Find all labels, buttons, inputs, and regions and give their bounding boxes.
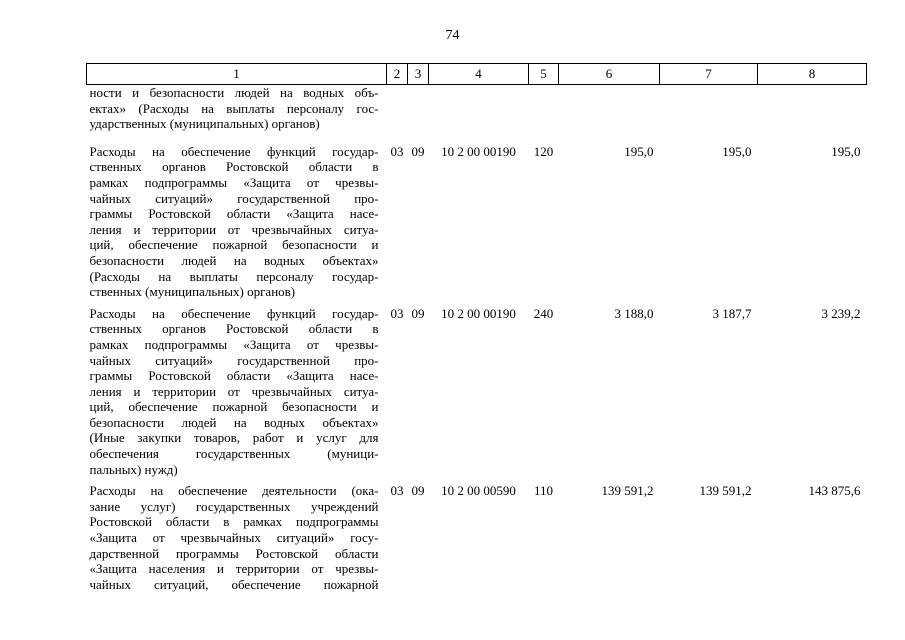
header-col-3: 3	[408, 64, 429, 85]
description-line: безопасности людей на водных объектах»	[89, 252, 379, 268]
header-col-8: 8	[758, 64, 867, 85]
cell-amount-7: 195,0	[722, 143, 752, 159]
table-row	[87, 483, 867, 598]
description-line: (Расходы на выплаты персоналу государ-	[89, 268, 379, 284]
header-col-7: 7	[660, 64, 758, 85]
description-line: рамках подпрограммы «Защита от чрезвы-	[89, 174, 379, 190]
cell-expense-type	[529, 85, 559, 144]
description-line: Расходы на обеспечение функций государ-	[89, 305, 379, 321]
description-line: Расходы на обеспечение деятельности (ока-	[89, 483, 379, 499]
cell-amount-6: 195,0	[624, 143, 654, 159]
row-description	[87, 85, 387, 144]
description-line: ектах» (Расходы на выплаты персоналу гос-	[89, 100, 379, 116]
cell-target-article	[429, 85, 529, 144]
description-line: обеспечения государственных (муници-	[89, 446, 379, 462]
cell-expense-type: 120	[533, 143, 554, 159]
cell-subsection: 09	[411, 305, 425, 321]
cell-expense-type: 110	[533, 483, 554, 499]
description-line: чайных ситуаций» государственной про-	[89, 352, 379, 368]
description-line: ций, обеспечение пожарной безопасности и	[89, 399, 379, 415]
cell-amount-8	[758, 85, 867, 144]
description-line: «Защита населения и территории от чрезвы-	[89, 561, 379, 577]
description-line: «Защита от чрезвычайных ситуаций» госу-	[89, 530, 379, 546]
row-description	[87, 483, 387, 598]
table-row	[87, 306, 867, 484]
description-line: Расходы на обеспечение функций государ-	[89, 143, 379, 159]
header-col-4: 4	[429, 64, 529, 85]
cell-target-article: 10 2 00 00190	[441, 143, 516, 159]
cell-amount-6	[559, 85, 660, 144]
description-line: ударственных (муниципальных) органов)	[89, 116, 320, 132]
cell-expense-type: 240	[533, 305, 554, 321]
description-line: пальных) нужд)	[89, 461, 178, 477]
cell-section: 03	[390, 305, 404, 321]
page-number: 74	[445, 28, 460, 43]
row-description	[87, 306, 387, 484]
description-line: граммы Ростовской области «Защита насе-	[89, 368, 379, 384]
cell-subsection: 09	[411, 143, 425, 159]
description-line: дарственной программы Ростовской области	[89, 545, 379, 561]
header-col-1: 1	[87, 64, 387, 85]
description-line: чайных ситуаций, обеспечение пожарной	[89, 576, 379, 592]
header-col-6: 6	[559, 64, 660, 85]
cell-subsection	[408, 85, 429, 144]
cell-target-article: 10 2 00 00190	[441, 305, 516, 321]
cell-amount-8: 143 875,6	[808, 483, 861, 499]
cell-section: 03	[390, 143, 404, 159]
description-line: ций, обеспечение пожарной безопасности и	[89, 237, 379, 253]
description-line: ления и территории от чрезвычайных ситуа-	[89, 383, 379, 399]
table-row	[87, 85, 867, 144]
cell-subsection: 09	[411, 483, 425, 499]
description-line: безопасности людей на водных объектах»	[89, 414, 379, 430]
cell-amount-7: 139 591,2	[699, 483, 752, 499]
header-row	[87, 64, 867, 85]
cell-amount-8: 3 239,2	[821, 305, 861, 321]
cell-amount-7	[660, 85, 758, 144]
description-line: зание услуг) государственных учреждений	[89, 498, 379, 514]
cell-section: 03	[390, 483, 404, 499]
description-line: Ростовской области в рамках подпрограммы	[89, 514, 379, 530]
cell-target-article: 10 2 00 00590	[441, 483, 516, 499]
cell-section	[387, 85, 408, 144]
description-line: ности и безопасности людей на водных объ-	[89, 85, 379, 100]
header-col-2: 2	[387, 64, 408, 85]
cell-amount-7: 3 187,7	[712, 305, 752, 321]
description-line: ственных органов Ростовской области в	[89, 159, 379, 175]
description-line: граммы Ростовской области «Защита насе-	[89, 206, 379, 222]
table-row	[87, 144, 867, 306]
description-line: ственных органов Ростовской области в	[89, 321, 379, 337]
budget-table	[86, 63, 867, 598]
description-line: ственных (муниципальных) органов)	[89, 284, 296, 300]
description-line: чайных ситуаций» государственной про-	[89, 190, 379, 206]
header-col-5: 5	[529, 64, 559, 85]
cell-amount-8: 195,0	[831, 143, 861, 159]
description-line: ления и территории от чрезвычайных ситуа-	[89, 221, 379, 237]
cell-amount-6: 139 591,2	[601, 483, 654, 499]
description-line: (Иные закупки товаров, работ и услуг для	[89, 430, 379, 446]
row-description	[87, 144, 387, 306]
cell-amount-6: 3 188,0	[614, 305, 654, 321]
description-line: рамках подпрограммы «Защита от чрезвы-	[89, 336, 379, 352]
